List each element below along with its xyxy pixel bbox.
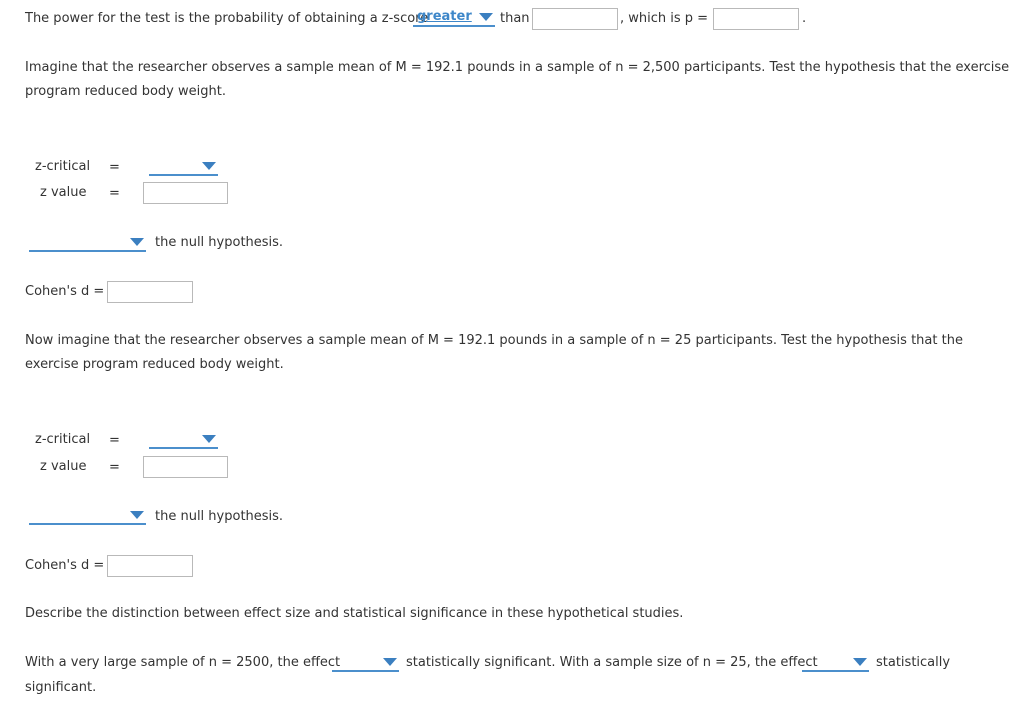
power-which-is-text: , which is p = [620, 11, 709, 26]
chevron-down-icon [383, 658, 397, 666]
power-period: . [802, 11, 807, 26]
distinction-large-prefix: With a very large sample of n = 2500, the effect [25, 655, 341, 670]
scenario2-z-value-equals: = [109, 460, 120, 475]
scenario1-cohens-d-label: Cohen's d = [25, 284, 105, 299]
scenario1-decision-text: the null hypothesis. [155, 235, 284, 250]
scenario1-text-line2: program reduced body weight. [25, 84, 226, 99]
scenario2-z-critical-equals: = [109, 433, 120, 448]
scenario2-cohens-d-input[interactable] [107, 555, 193, 577]
scenario2-decision-text: the null hypothesis. [155, 509, 284, 524]
power-direction-select[interactable] [413, 9, 495, 27]
scenario2-cohens-d-label: Cohen's d = [25, 558, 105, 573]
distinction-large-suffix: statistically significant. With a sample size of n = 25, the effect [406, 655, 818, 670]
power-prefix-text: The power for the test is the probability of obtaining a z-score [25, 11, 429, 26]
chevron-down-icon [130, 511, 144, 519]
scenario2-z-critical-select[interactable] [149, 431, 218, 449]
distinction-prompt: Describe the distinction between effect size and statistical significance in these hypothetical studies. [25, 606, 684, 621]
power-p-input[interactable] [713, 8, 799, 30]
scenario1-cohens-d-input[interactable] [107, 281, 193, 303]
scenario2-text-line2: exercise program reduced body weight. [25, 357, 284, 372]
power-direction-value: greater [417, 9, 472, 24]
scenario1-z-value-equals: = [109, 186, 120, 201]
scenario2-z-value-label: z value [40, 459, 87, 474]
scenario1-decision-select[interactable] [29, 234, 146, 252]
distinction-small-suffix: statistically [876, 655, 951, 670]
scenario1-text-line1: Imagine that the researcher observes a sample mean of M = 192.1 pounds in a sample of n = 2,500 participants. Test the hypothesis that the exercise [25, 60, 1010, 75]
power-than-text: than [500, 11, 530, 26]
distinction-large-effect-select[interactable] [332, 654, 399, 672]
scenario2-z-critical-label: z-critical [35, 432, 91, 447]
scenario1-z-critical-label: z-critical [35, 159, 91, 174]
scenario1-z-value-label: z value [40, 185, 87, 200]
scenario1-z-critical-select[interactable] [149, 158, 218, 176]
chevron-down-icon [202, 162, 216, 170]
chevron-down-icon [479, 13, 493, 21]
chevron-down-icon [130, 238, 144, 246]
scenario2-decision-select[interactable] [29, 507, 146, 525]
scenario2-z-value-input[interactable] [143, 456, 228, 478]
distinction-significant: significant. [25, 680, 97, 695]
scenario1-z-critical-equals: = [109, 160, 120, 175]
scenario2-text-line1: Now imagine that the researcher observes a sample mean of M = 192.1 pounds in a sample of n = 25 participants. Test the hypothesis that the [25, 333, 963, 348]
chevron-down-icon [202, 435, 216, 443]
scenario1-z-value-input[interactable] [143, 182, 228, 204]
chevron-down-icon [853, 658, 867, 666]
power-zscore-input[interactable] [532, 8, 618, 30]
distinction-small-effect-select[interactable] [802, 654, 869, 672]
